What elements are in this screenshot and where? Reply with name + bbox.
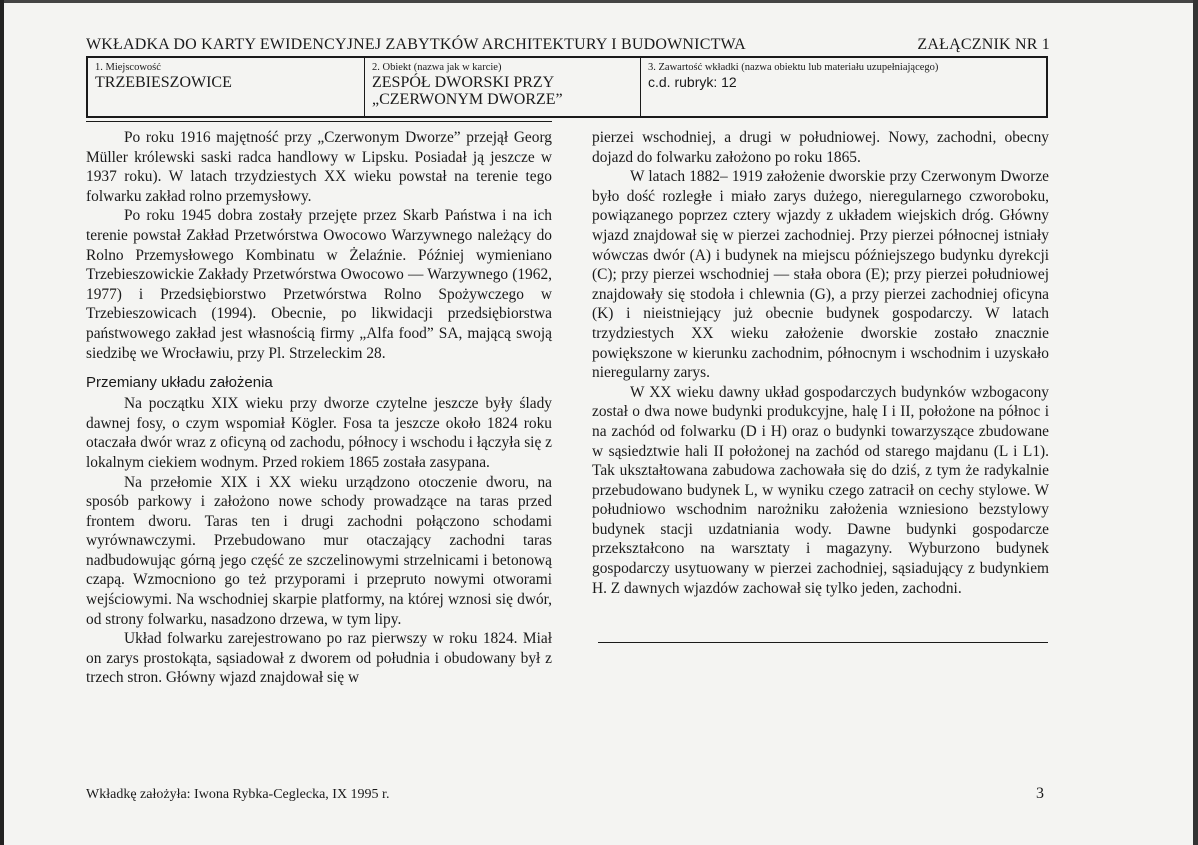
- annex-label: ZAŁĄCZNIK NR 1: [917, 36, 1050, 53]
- field-contents-label: 3. Zawartość wkładki (nazwa obiektu lub materiału uzupełniającego): [648, 62, 939, 73]
- page-number: 3: [1036, 785, 1044, 802]
- field-object-label: 2. Obiekt (nazwa jak w karcie): [372, 62, 502, 73]
- paragraph: Po roku 1945 dobra zostały przejęte przez Skarb Państwa i na ich terenie powstał Zakład Przetwórstwa Owocowo Warzywnego należący do Rolno Przemysłowego Kombinatu w Żelaźnie. Później wymieniano Trzebieszowickie Zakłady Przetwórstwa Owocowo — Warzywnego (1962, 1977) i Przedsiębiorstwo Przetwórstwa Rolno Spożywczego w Trzebieszowicach (1994). Obecnie, po likwidacji przedsiębiorstwa państwowego zakład jest własnością firmy „Alfa food” SA, mającą swoją siedzibę we Wrocławiu, przy Pl. Strzeleckim 28.: [86, 207, 552, 362]
- paragraph: Na przełomie XIX i XX wieku urządzono otoczenie dworu, na sposób parkowy i założono nowe schody prowadzące na taras przed frontem dworu. Taras ten i drugi zachodni połączono schodami wyrównawczymi. Przebudowano mur otaczający zachodni taras nadbudowując górną jego część ze szczelinowymi strzelnicami i betonową czapą. Wzmocniono go też przyporami i przepruto nowymi otworami wejściowymi. Na wschodniej skarpie platformy, na której wznosi się dwór, od strony folwarku, nasadzono drzewa, w tym lipy.: [86, 473, 552, 628]
- section-heading: Przemiany układu założenia: [86, 374, 273, 392]
- scan-edge-right: [1193, 0, 1198, 845]
- paragraph: Na początku XIX wieku przy dworze czytelne jeszcze były ślady dawnej fosy, o czym wspomiał Kögler. Fosa ta jeszcze około 1824 roku otaczała dwór wraz z oficyną od zachodu, północy i wschodu i łączyła się z lokalnym ciekiem wodnym. Przed rokiem 1865 została zasypana.: [86, 395, 552, 471]
- footer-author: Wkładkę założyła: Iwona Rybka-Ceglecka, IX 1995 r.: [86, 787, 390, 802]
- field-contents: [640, 58, 1046, 116]
- field-locality-label: 1. Miejscowość: [95, 62, 161, 73]
- paragraph: Po roku 1916 majętność przy „Czerwonym Dworze” przejął Georg Müller królewski saski radca handlowy w Lipsku. Posiadał ją jeszcze w 1937 roku). W latach trzydziestych XX wieku powstał na terenie tego folwarku zakład rolno przemysłowy.: [86, 129, 552, 205]
- scan-edge-top: [0, 0, 1198, 3]
- paragraph: Układ folwarku zarejestrowano po raz pierwszy w roku 1824. Miał on zarys prostokąta, sąsiadował z dworem od południa i obudowany był z trzech stron. Główny wjazd znajdował się w: [86, 630, 552, 687]
- right-column: [592, 128, 1049, 598]
- document-title: WKŁADKA DO KARTY EWIDENCYJNEJ ZABYTKÓW ARCHITEKTURY I BUDOWNICTWA: [86, 36, 746, 53]
- paragraph: W XX wieku dawny układ gospodarczych budynków wzbogacony został o dwa nowe budynki produkcyjne, halę I i II, położone na północ i na zachód od folwarku (D i H) oraz o budynki towarzyszące zbudowane w sąsiedztwie hali II położonej na zachód od starego majdanu (L i L1). Tak ukształtowana zabudowa zachowała się do dziś, z tym że radykalnie przebudowano budynek L, w wyniku czego zatracił on cechy stylowe. W południowo wschodnim narożniku założenia wzniesiono bezstylowy budynek stacji uzdatniania wody. Dawne budynki gospodarcze przekształcono na warsztaty i magazyny. Wyburzono budynek gospodarczy usytuowany w pierzei zachodniej, sąsiadujący z budynkiem H. Z dawnych wjazdów zachował się tylko jeden, zachodni.: [592, 383, 1049, 597]
- field-locality: [88, 58, 364, 116]
- field-object: [364, 58, 640, 116]
- table-bottom-rule: [86, 117, 552, 122]
- end-of-text-rule: [598, 642, 1048, 643]
- left-column: [86, 128, 552, 688]
- scan-edge-left: [0, 0, 4, 845]
- paragraph: W latach 1882– 1919 założenie dworskie przy Czerwonym Dworze było dość rozległe i miało zarys dużego, nieregularnego czworoboku, powiązanego poprzez cztery wjazdy z układem wiejskich dróg. Główny wjazd znajdował się w pierzei zachodniej. Przy pierzei północnej istniały wówczas dwór (A) i budynek na miejscu późniejszego budynku dyrekcji (C); przy pierzei wschodniej — stała obora (E); przy pierzei południowej znajdowały się stodoła i chlewnia (G), a przy pierzei zachodniej oficyna (K) i nieistniejący już obecnie budynek gospodarczy. W latach trzydziestych XX wieku założenie dworskie zostało znacznie powiększone w kierunku zachodnim, północnym i wschodnim i uzyskało nieregularny zarys.: [592, 168, 1049, 382]
- field-locality-value: TRZEBIESZOWICE: [95, 74, 232, 91]
- field-contents-value: c.d. rubryk: 12: [648, 74, 737, 90]
- field-object-value: ZESPÓŁ DWORSKI PRZY „CZERWONYM DWORZE”: [372, 74, 563, 108]
- document-header: [86, 36, 1050, 54]
- paragraph-continuation: pierzei wschodniej, a drugi w południowej. Nowy, zachodni, obecny dojazd do folwarku założono po roku 1865.: [592, 129, 1049, 166]
- header-fields-table: [86, 56, 1048, 118]
